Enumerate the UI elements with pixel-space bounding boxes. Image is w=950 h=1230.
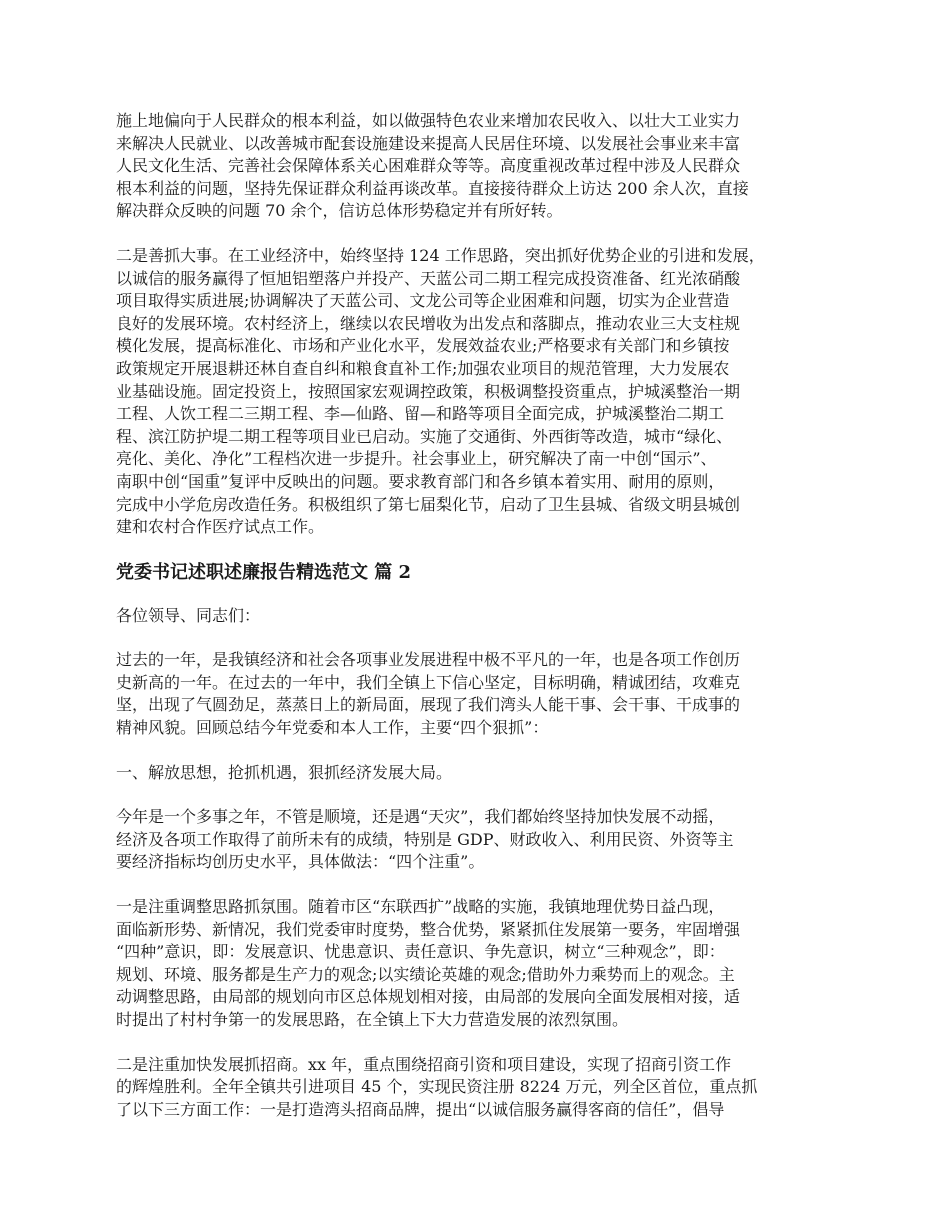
paragraph-line: 要经济指标均创历史水平，具体做法：“四个注重”。 (116, 852, 485, 872)
paragraph-line: 精神风貌。回顾总结今年党委和本人工作，主要“四个狠抓”： (116, 718, 549, 738)
paragraph-line: 时提出了村村争第一的发展思路，在全镇上下大力营造发展的浓烈氛围。 (116, 1010, 629, 1029)
section-body (116, 605, 846, 1122)
paragraph-line: 史新高的一年。在过去的一年中，我们全镇上下信心坚定，目标明确，精诚团结，攻难克 (116, 672, 741, 692)
paragraph (116, 110, 846, 223)
paragraph-line: 根本利益的问题，坚持先保证群众利益再谈改革。直接接待群众上访达 200 余人次，直接 (116, 178, 749, 198)
paragraph-line: 了以下三方面工作：一是打造湾头招商品牌，提出“以诚信服务赢得客商的信任”，倡导 (116, 1099, 725, 1119)
paragraph-line: 完成中小学危房改造任务。积极组织了第七届梨化节，启动了卫生县城、省级文明县城创 (116, 494, 741, 514)
paragraph-line: 过去的一年，是我镇经济和社会各项事业发展进程中极不平凡的一年，也是各项工作创历 (116, 650, 741, 670)
paragraph-line: 解决群众反映的问题 70 余个，信访总体形势稳定并有所好转。 (116, 201, 563, 221)
paragraph-line: 面临新形势、新情况，我们党委审时度势，整合优势，紧紧抓住发展第一要务，牢固增强 (116, 919, 741, 939)
document-body (116, 110, 846, 539)
paragraph-line: 建和农村合作医疗试点工作。 (116, 517, 325, 537)
paragraph-line: 政策规定开展退耕还林自查自纠和粮食直补工作;加强农业项目的规范管理，大力发展农 (116, 358, 730, 378)
paragraph-line: 模化发展，提高标准化、市场和产业化水平，发展效益农业;严格要求有关部门和乡镇按 (116, 336, 730, 356)
paragraph-line: 各位领导、同志们： (116, 605, 261, 625)
paragraph-line: 的辉煌胜利。全年全镇共引进项目 45 个，实现民资注册 8224 万元，列全区首位，重点抓 (116, 1077, 758, 1097)
paragraph-line: 施上地偏向于人民群众的根本利益，如以做强特色农业来增加农民收入、以壮大工业实力 (116, 111, 741, 130)
paragraph-line: 良好的发展环境。农村经济上，继续以农民增收为出发点和落脚点，推动农业三大支柱规 (116, 313, 741, 333)
paragraph-line: 动调整思路，由局部的规划向市区总体规划相对接，由局部的发展向全面发展相对接，适 (116, 987, 741, 1007)
paragraph (116, 896, 846, 1032)
document-page (116, 110, 846, 1143)
paragraph-line: 一、解放思想，抢抓机遇，狠抓经济发展大局。 (116, 762, 453, 782)
paragraph-line: 南职中创“国重”复评中反映出的问题。要求教育部门和各乡镇本着实用、耐用的原则， (116, 471, 725, 491)
paragraph-line: 人民文化生活、完善社会保障体系关心困难群众等等。高度重视改革过程中涉及人民群众 (116, 156, 741, 176)
paragraph-line: 今年是一个多事之年，不管是顺境，还是遇“天灾”，我们都始终坚持加快发展不动摇， (116, 807, 725, 827)
paragraph-line: 亮化、美化、净化”工程档次进一步提升。社会事业上，研究解决了南一中创“国示”、 (116, 449, 717, 469)
paragraph-line: 工程、人饮工程二三期工程、李—仙路、留—和路等项目全面完成，护城溪整治二期工 (116, 404, 725, 424)
paragraph-line: 业基础设施。固定投资上，按照国家宏观调控政策，积极调整投资重点，护城溪整治一期 (116, 381, 741, 401)
paragraph-line: “四种”意识，即：发展意识、忧患意识、责任意识、争先意识，树立“三种观念”，即： (116, 942, 725, 962)
paragraph-line: 项目取得实质进展;协调解决了天蓝公司、文龙公司等企业困难和问题，切实为企业营造 (116, 291, 730, 311)
paragraph-line: 以诚信的服务赢得了恒旭铝塑落户并投产、天蓝公司二期工程完成投资准备、红光浓硝酸 (116, 268, 741, 288)
paragraph-line: 二是善抓大事。在工业经济中，始终坚持 124 工作思路，突出抓好优势企业的引进和发展， (116, 245, 765, 265)
paragraph (116, 806, 846, 874)
paragraph-line: 规划、环境、服务都是生产力的观念;以实绩论英雄的观念;借助外力乘势而上的观念。主 (116, 964, 735, 984)
paragraph (116, 762, 846, 785)
section-heading: 党委书记述职述廉报告精选范文 篇 2 (116, 561, 412, 583)
paragraph-line: 程、滨江防护堤二期工程等项目业已启动。实施了交通街、外西街等改造，城市“绿化、 (116, 426, 733, 446)
paragraph (116, 649, 846, 739)
paragraph-line: 一是注重调整思路抓氛围。随着市区“东联西扩”战略的实施，我镇地理优势日益凸现， (116, 897, 725, 917)
paragraph-line: 二是注重加快发展抓招商。xx 年，重点围绕招商引资和项目建设，实现了招商引资工作 (116, 1054, 732, 1074)
paragraph (116, 605, 846, 628)
paragraph-line: 来解决人民就业、以改善城市配套设施建设来提高人民居住环境、以发展社会事业来丰富 (116, 133, 741, 153)
paragraph-line: 坚，出现了气圆劲足，蒸蒸日上的新局面，展现了我们湾头人能干事、会干事、干成事的 (116, 695, 741, 715)
paragraph (116, 245, 846, 539)
paragraph (116, 1054, 846, 1122)
paragraph-line: 经济及各项工作取得了前所未有的成绩，特别是 GDP、财政收入、利用民资、外资等主 (116, 829, 734, 849)
